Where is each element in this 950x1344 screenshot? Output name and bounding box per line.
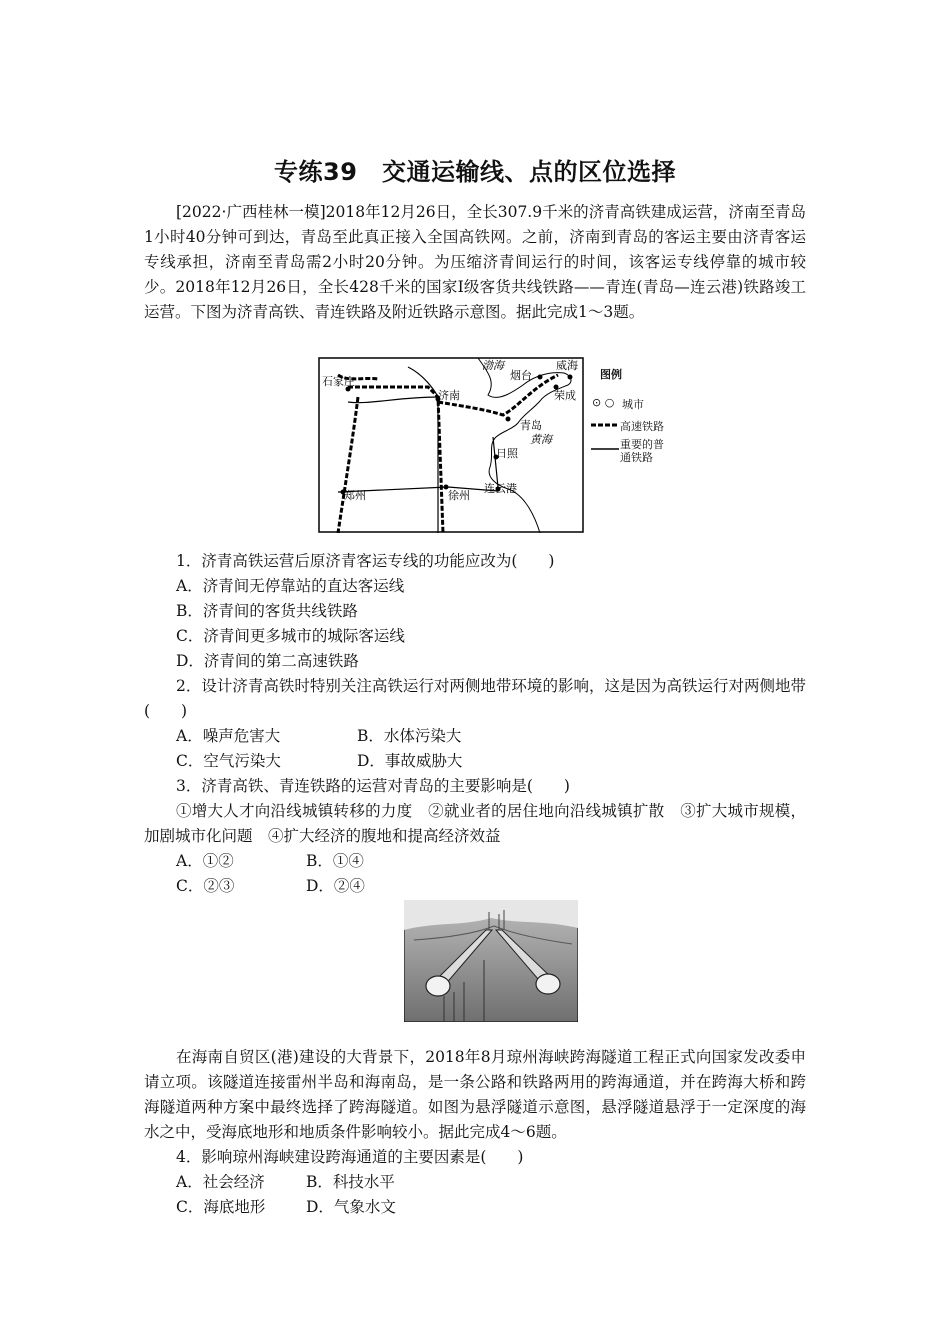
city-label: 济南 [438,389,460,402]
page-title: 专练39 交通运输线、点的区位选择 [274,158,676,186]
q2-option-b: B．水体污染大 [357,727,462,745]
map-legend [590,362,700,472]
city-label: 烟台 [510,369,532,382]
rail-symbol-icon [590,444,620,454]
city-label: 郑州 [344,489,366,502]
q3-items: ①增大人才向沿线城镇转移的力度 ②就业者的居住地向沿线城镇扩散 ③扩大城市规模，加剧城市化问题 ④扩大经济的腹地和提高经济效益 [144,802,806,845]
city-label: 日照 [496,447,518,460]
q3-stem: 3．济青高铁、青连铁路的运营对青岛的主要影响是( ) [176,777,570,795]
intro-passage-2: 在海南自贸区(港)建设的大背景下，2018年8月琼州海峡跨海隧道工程正式向国家发改委申请立项。该隧道连接雷州半岛和海南岛，是一条公路和铁路两用的跨海通道，并在跨海大桥和跨海隧道两种方案中最终选择了跨海隧道。如图为悬浮隧道示意图，悬浮隧道悬浮于一定深度的海水之中，受海底地形和地质条件影响较小。据此完成4～6题。 [144,1048,806,1141]
q1-stem: 1．济青高铁运营后原济青客运专线的功能应改为( ) [176,552,555,570]
q1-option-a: A．济青间无停靠站的直达客运线 [176,577,405,595]
city-label: 徐州 [448,489,470,502]
sea-label: 渤海 [482,359,504,372]
legend-city: 城市 [622,398,644,411]
floating-tunnel-image [404,900,578,1022]
q3-option-d: D．②④ [306,877,365,895]
q4-option-a: A．社会经济 [176,1173,265,1191]
q2-option-a: A．噪声危害大 [176,727,281,745]
q2-stem: 2．设计济青高铁时特别关注高铁运行对两侧地带环境的影响，这是因为高铁运行对两侧地带( ) [144,677,806,720]
legend-normal: 重要的普通铁路 [620,438,664,464]
legend-title: 图例 [600,368,622,381]
q1-option-d: D．济青间的第二高速铁路 [176,652,359,670]
q3-option-a: A．①② [176,852,234,870]
q4-option-d: D．气象水文 [306,1198,396,1216]
q1-option-c: C．济青间更多城市的城际客运线 [176,627,405,645]
city-label: 连云港 [484,482,517,495]
city-symbol-icon: ⊙ ○ [592,396,615,409]
q3-option-c: C．②③ [176,877,235,895]
sea-label: 黄海 [530,433,552,446]
q4-stem: 4．影响琼州海峡建设跨海通道的主要因素是( ) [176,1148,524,1166]
railway-map [318,357,584,533]
q2-option-c: C．空气污染大 [176,752,281,770]
city-label: 青岛 [520,419,542,432]
q1-option-b: B．济青间的客货共线铁路 [176,602,358,620]
q2-option-d: D．事故威胁大 [357,752,463,770]
hsr-symbol-icon [590,420,620,430]
intro-passage-1: [2022·广西桂林一模]2018年12月26日，全长307.9千米的济青高铁建成运营，济南至青岛1小时40分钟可到达，青岛至此真正接入全国高铁网。之前，济南到青岛的客运主要由济青客运专线承担，济南至青岛需2小时20分钟。为压缩济青间运行的时间，该客运专线停靠的城市较少。2018年12月26日，全长428千米的国家Ⅰ级客货共线铁路——青连(青岛—连云港)铁路竣工运营。下图为济青高铁、青连铁路及附近铁路示意图。据此完成1～3题。 [144,203,806,321]
city-label: 石家庄 [322,375,355,388]
q4-option-b: B．科技水平 [306,1173,395,1191]
city-label: 威海 [556,359,578,372]
q4-option-c: C．海底地形 [176,1198,266,1216]
q3-option-b: B．①④ [306,852,364,870]
city-label: 荣成 [554,389,576,402]
legend-hsr: 高速铁路 [620,420,664,433]
